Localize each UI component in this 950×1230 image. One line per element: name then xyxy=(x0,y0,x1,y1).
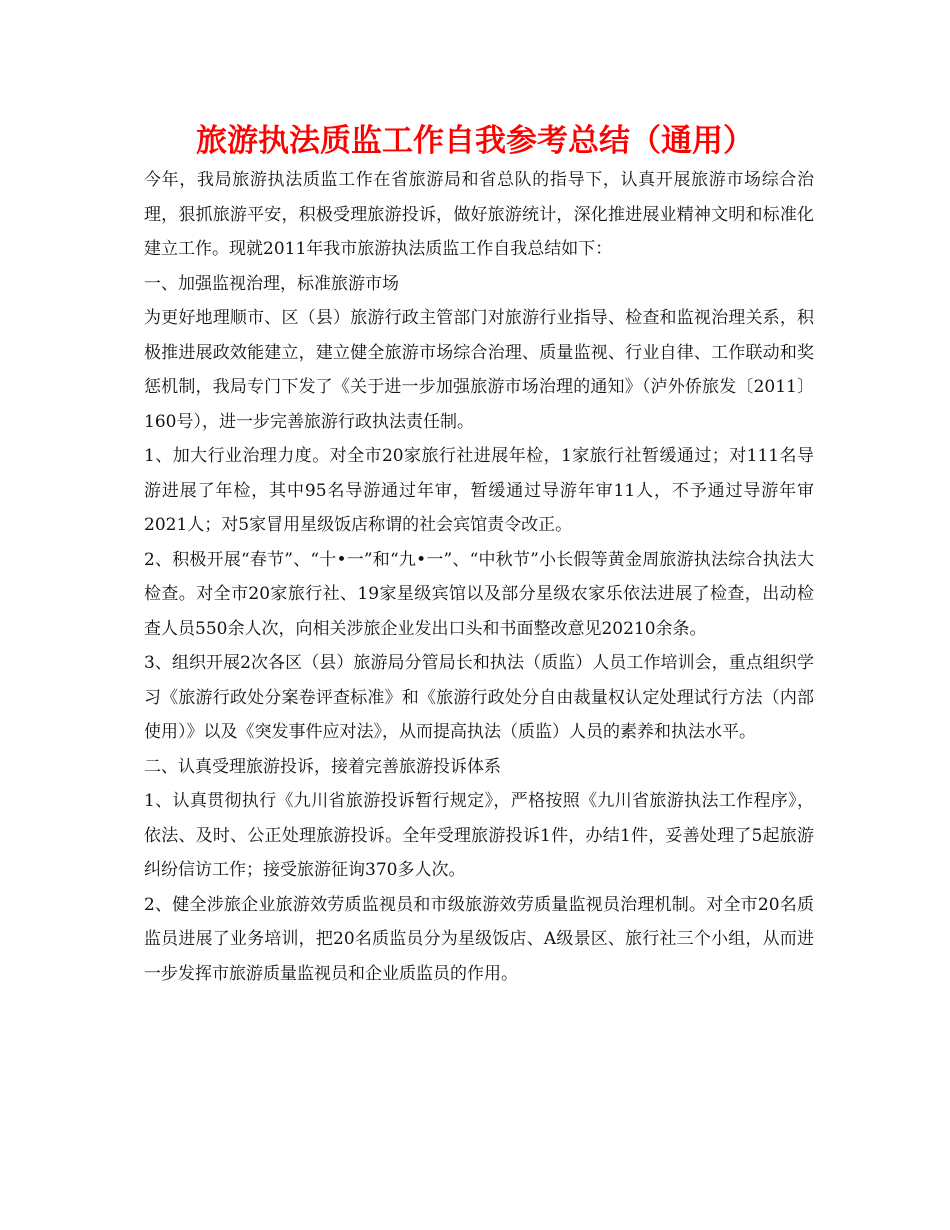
paragraph-complaint-2: 2、健全涉旅企业旅游效劳质监视员和市级旅游效劳质量监视员治理机制。对全市20名质监员进展了业务培训，把20名质监员分为星级饭店、A级景区、旅行社三个小组，从而进一步发挥市旅游质量监视员和企业质监员的作用。 xyxy=(144,894,814,984)
paragraph-item-3: 3、组织开展2次各区（县）旅游局分管局长和执法（质监）人员工作培训会，重点组织学习《旅游行政处分案卷评查标准》和《旅游行政处分自由裁量权认定处理试行方法（内部使用）》以及《突发事件应对法》，从而提高执法（质监）人员的素养和执法水平。 xyxy=(144,653,814,742)
section-heading-complaints: 二、认真受理旅游投诉，接着完善旅游投诉体系 xyxy=(144,756,501,777)
section-heading-supervision: 一、加强监视治理，标准旅游市场 xyxy=(144,273,399,294)
document-title: 旅游执法质监工作自我参考总结（通用） xyxy=(196,123,754,159)
paragraph-supervision: 为更好地理顺市、区（县）旅游行政主管部门对旅游行业指导、检查和监视治理关系，积极推进展政效能建立，建立健全旅游市场综合治理、质量监视、行业自律、工作联动和奖惩机制，我局专门下发了《关于进一步加强旅游市场治理的通知》（泸外侨旅发〔2011〕160号），进一步完善旅游行政执法责任制。 xyxy=(144,308,814,432)
paragraph-item-2: 2、积极开展“春节”、“十•一”和“九•一”、“中秋节”小长假等黄金周旅游执法综合执法大检查。对全市20家旅行社、19家星级宾馆以及部分星级农家乐依法进展了检查，出动检查人员550余人次，向相关涉旅企业发出口头和书面整改意见20210余条。 xyxy=(144,549,814,639)
document-body xyxy=(144,163,814,991)
paragraph-intro: 今年，我局旅游执法质监工作在省旅游局和省总队的指导下，认真开展旅游市场综合治理，狠抓旅游平安，积极受理旅游投诉，做好旅游统计，深化推进展业精神文明和标准化建立工作。现就2011年我市旅游执法质监工作自我总结如下： xyxy=(144,170,814,259)
paragraph-item-1: 1、加大行业治理力度。对全市20家旅行社进展年检，1家旅行社暂缓通过；对111名导游进展了年检，其中95名导游通过年审，暂缓通过导游年审11人，不予通过导游年审2021人；对5家冒用星级饭店称谓的社会宾馆责令改正。 xyxy=(144,446,814,535)
paragraph-complaint-1: 1、认真贯彻执行《九川省旅游投诉暂行规定》，严格按照《九川省旅游执法工作程序》，依法、及时、公正处理旅游投诉。全年受理旅游投诉1件，办结1件，妥善处理了5起旅游纠纷信访工作；接受旅游征询370多人次。 xyxy=(144,791,814,880)
